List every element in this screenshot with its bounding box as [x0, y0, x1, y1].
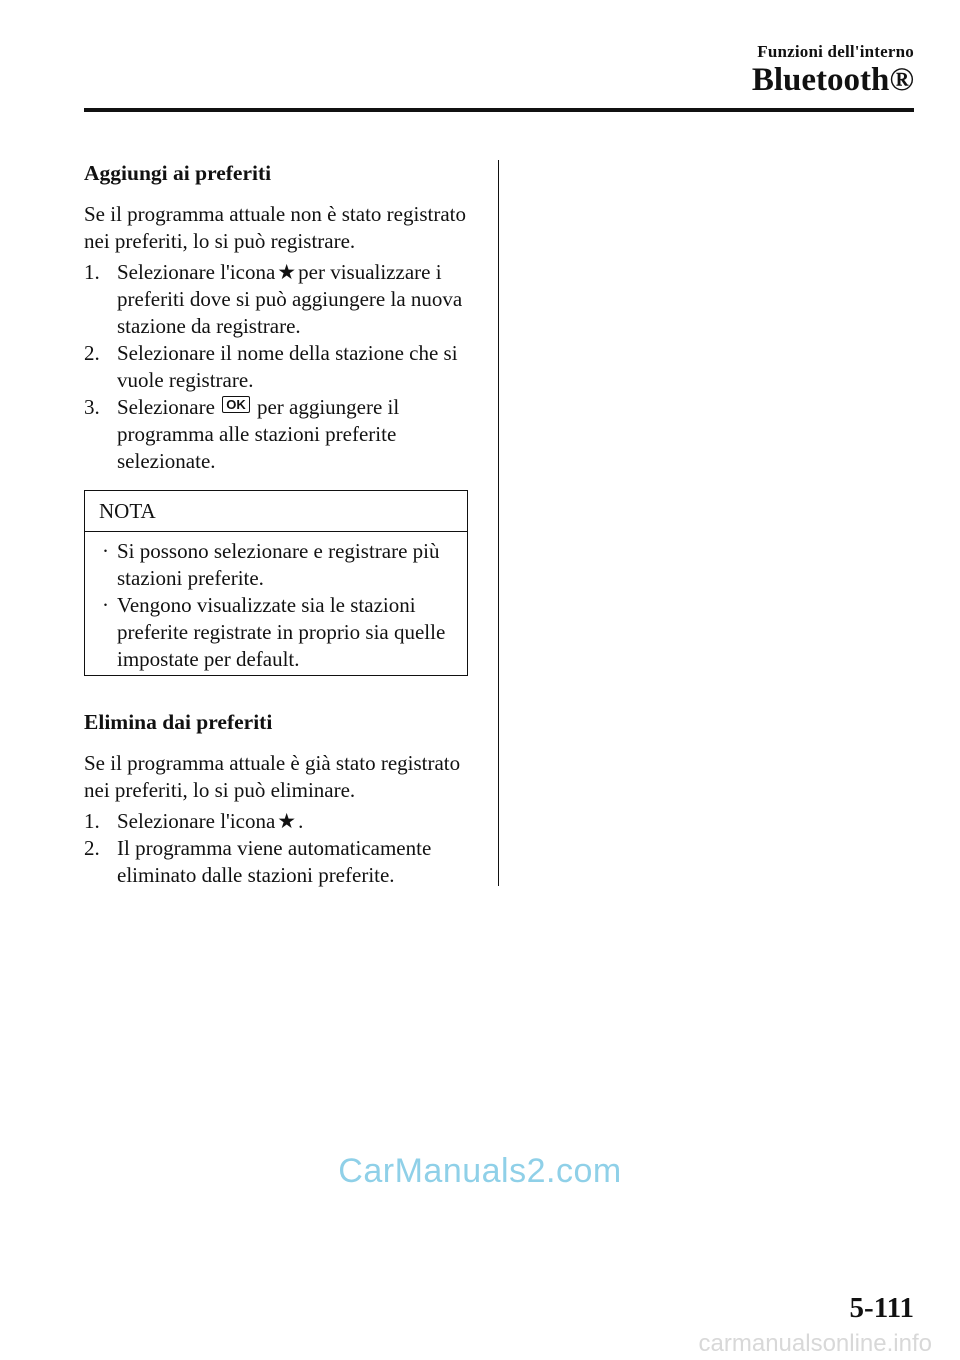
note-list — [85, 532, 467, 673]
remove-favorites-heading: Elimina dai preferiti — [84, 710, 273, 734]
step-number: 1. — [84, 809, 100, 833]
star-icon: ★ — [277, 809, 297, 833]
add-favorites-intro: Se il programma attuale non è stato registrato nei preferiti, lo si può registrare. — [84, 202, 466, 253]
header-rule — [84, 108, 914, 112]
add-favorites-section — [84, 160, 472, 475]
star-icon: ★ — [277, 260, 297, 284]
step-number: 2. — [84, 836, 100, 860]
step-text: per visualizzare i preferiti dove si può aggiungere la nuova stazione da registrare. — [117, 260, 463, 338]
remove-favorites-steps — [84, 808, 472, 889]
step-text: Selezionare l'icona — [117, 809, 276, 833]
step-item — [84, 808, 472, 835]
step-text: Selezionare il nome della stazione che si vuole registrare. — [117, 341, 458, 392]
note-text: Si possono selezionare e registrare più stazioni preferite. — [117, 539, 440, 590]
remove-favorites-intro: Se il programma attuale è già stato registrato nei preferiti, lo si può eliminare. — [84, 751, 461, 802]
step-number: 2. — [84, 341, 100, 365]
bullet-icon: · — [102, 593, 109, 617]
note-box — [84, 490, 468, 676]
step-item — [84, 340, 472, 394]
step-number: 3. — [84, 395, 100, 419]
note-title: NOTA — [85, 491, 467, 532]
footer-site-link[interactable]: carmanualsonline.info — [698, 1330, 932, 1357]
step-item — [84, 835, 472, 889]
header-section-label: Funzioni dell'interno — [757, 42, 914, 61]
step-text: Il programma viene automaticamente eliminato dalle stazioni preferite. — [117, 836, 432, 887]
step-text: per aggiungere il programma alle stazioni preferite selezionate. — [117, 395, 400, 473]
header-title: Bluetooth® — [751, 62, 914, 98]
note-text: Vengono visualizzate sia le stazioni preferite registrate in proprio sia quelle impostate per default. — [117, 593, 446, 671]
note-item — [99, 592, 461, 673]
column-divider — [498, 160, 499, 886]
step-text: Selezionare — [117, 395, 215, 419]
add-favorites-heading: Aggiungi ai preferiti — [84, 161, 272, 185]
step-item — [84, 394, 472, 475]
bullet-icon: · — [102, 539, 109, 563]
page-number: 5-111 — [849, 1292, 914, 1324]
note-item — [99, 538, 461, 592]
step-item — [84, 259, 472, 340]
step-number: 1. — [84, 260, 100, 284]
add-favorites-steps — [84, 259, 472, 475]
step-text: . — [298, 809, 304, 833]
ok-key-icon: OK — [222, 396, 250, 413]
step-text: Selezionare l'icona — [117, 260, 276, 284]
watermark: CarManuals2.com — [338, 1152, 622, 1190]
remove-favorites-section — [84, 709, 472, 889]
